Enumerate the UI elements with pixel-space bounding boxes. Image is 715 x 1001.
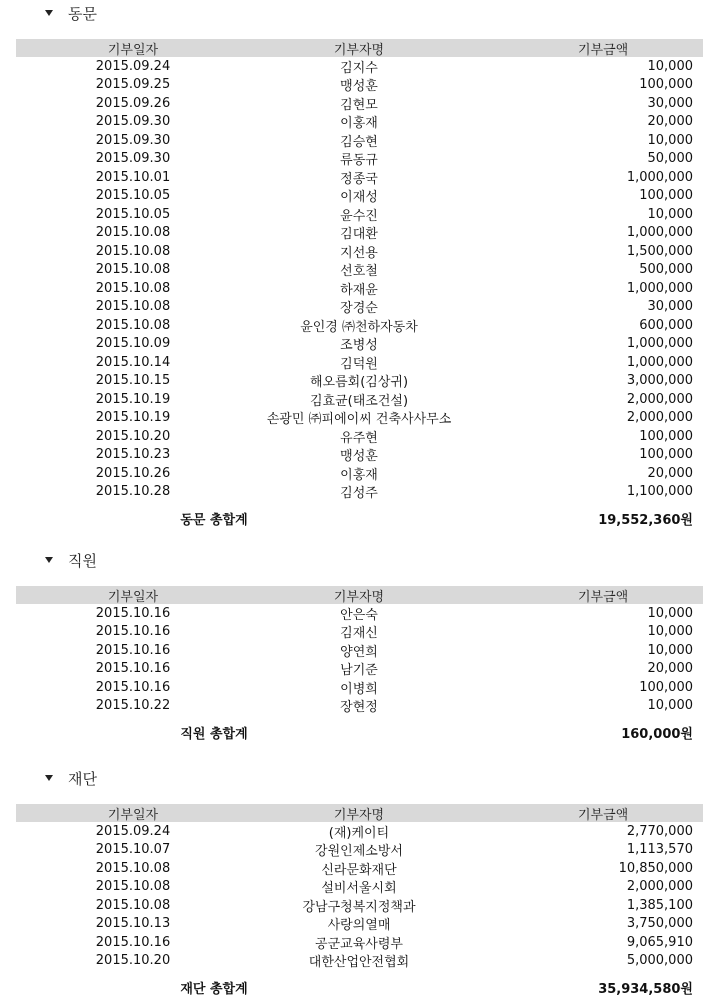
table-row — [16, 660, 703, 679]
section-title[interactable] — [45, 549, 97, 571]
cell-name: 장현정 — [340, 700, 378, 716]
table-row — [16, 841, 703, 860]
cell-name: 맹성훈 — [340, 449, 378, 465]
table-row — [16, 242, 703, 261]
table-header — [16, 804, 703, 822]
table-row — [16, 298, 703, 317]
table-row — [16, 76, 703, 95]
cell-amount: 1,113,570 — [626, 842, 693, 858]
cell-date: 2015.10.22 — [95, 698, 171, 714]
total-label: 재단 총합계 — [180, 981, 248, 997]
table-row — [16, 335, 703, 354]
cell-name: 이홍재 — [340, 116, 378, 132]
cell-name: 남기준 — [340, 663, 378, 679]
cell-amount: 1,000,000 — [626, 225, 693, 241]
triangle-down-icon — [45, 10, 53, 16]
cell-amount: 10,000 — [647, 642, 693, 658]
cell-date: 2015.10.13 — [95, 916, 171, 932]
cell-name: 윤인경 ㈜천하자동차 — [300, 319, 418, 335]
cell-name: 해오름회(김상귀) — [309, 375, 409, 391]
table-row — [16, 261, 703, 280]
table-row — [16, 933, 703, 952]
cell-name: 신라문화재단 — [321, 862, 397, 878]
cell-amount: 10,850,000 — [618, 860, 693, 876]
cell-amount: 100,000 — [639, 77, 693, 93]
cell-name: 공군교육사령부 — [315, 936, 403, 952]
cell-name: 김승현 — [340, 134, 378, 150]
triangle-down-icon — [45, 557, 53, 563]
section-total — [16, 976, 703, 998]
section-title-label: 재단 — [68, 769, 97, 788]
cell-amount: 100,000 — [639, 447, 693, 463]
cell-name: 김덕원 — [340, 356, 378, 372]
total-value: 35,934,580원 — [598, 981, 693, 997]
cell-date: 2015.10.08 — [95, 879, 171, 895]
donation-table — [16, 39, 703, 529]
cell-name: 선호철 — [340, 264, 378, 280]
cell-name: 정종국 — [340, 171, 378, 187]
cell-amount: 20,000 — [647, 661, 693, 677]
header-name: 기부자명 — [333, 589, 385, 605]
cell-date: 2015.10.16 — [95, 605, 171, 621]
section-title-label: 동문 — [68, 4, 97, 23]
cell-amount: 2,000,000 — [626, 391, 693, 407]
table-body — [16, 822, 703, 970]
cell-name: 안은숙 — [340, 607, 378, 623]
cell-name: 조병성 — [340, 338, 378, 354]
section-total — [16, 507, 703, 529]
table-header — [16, 39, 703, 57]
table-row — [16, 822, 703, 841]
cell-amount: 3,000,000 — [626, 373, 693, 389]
table-row — [16, 372, 703, 391]
cell-date: 2015.09.30 — [95, 114, 171, 130]
cell-date: 2015.09.25 — [95, 77, 171, 93]
table-row — [16, 279, 703, 298]
cell-date: 2015.10.14 — [95, 354, 171, 370]
cell-amount: 500,000 — [639, 262, 693, 278]
table-row — [16, 464, 703, 483]
cell-amount: 1,000,000 — [626, 280, 693, 296]
cell-date: 2015.10.19 — [95, 410, 171, 426]
table-row — [16, 878, 703, 897]
cell-name: 김효균(태조건설) — [309, 393, 409, 409]
table-row — [16, 57, 703, 76]
cell-name: 김지수 — [340, 60, 378, 76]
cell-date: 2015.10.16 — [95, 679, 171, 695]
cell-date: 2015.09.24 — [95, 58, 171, 74]
cell-name: 대한산업안전협회 — [308, 955, 410, 971]
cell-name: 손광민 ㈜피에이씨 건축사사무소 — [266, 412, 452, 428]
cell-amount: 1,000,000 — [626, 169, 693, 185]
cell-amount: 1,000,000 — [626, 354, 693, 370]
cell-amount: 10,000 — [647, 698, 693, 714]
section-title[interactable] — [45, 2, 97, 24]
section-title[interactable] — [45, 767, 97, 789]
header-amount: 기부금액 — [578, 42, 629, 58]
table-row — [16, 390, 703, 409]
cell-amount: 5,000,000 — [626, 953, 693, 969]
cell-date: 2015.10.15 — [95, 373, 171, 389]
cell-name: 김재신 — [340, 626, 378, 642]
cell-amount: 20,000 — [647, 114, 693, 130]
cell-date: 2015.10.20 — [95, 428, 171, 444]
cell-name: 양연희 — [340, 644, 378, 660]
cell-date: 2015.09.30 — [95, 151, 171, 167]
cell-date: 2015.10.05 — [95, 206, 171, 222]
table-body — [16, 57, 703, 501]
section-total — [16, 721, 703, 743]
cell-name: 사랑의열매 — [327, 918, 391, 934]
cell-amount: 10,000 — [647, 58, 693, 74]
table-row — [16, 678, 703, 697]
header-amount: 기부금액 — [578, 589, 629, 605]
table-row — [16, 446, 703, 465]
cell-date: 2015.10.19 — [95, 391, 171, 407]
total-label: 직원 총합계 — [180, 726, 248, 742]
cell-amount: 1,500,000 — [626, 243, 693, 259]
total-value: 160,000원 — [621, 726, 693, 742]
cell-name: 장경순 — [340, 301, 378, 317]
table-row — [16, 150, 703, 169]
cell-date: 2015.10.01 — [95, 169, 171, 185]
cell-amount: 100,000 — [639, 428, 693, 444]
table-row — [16, 94, 703, 113]
table-row — [16, 131, 703, 150]
table-row — [16, 168, 703, 187]
table-row — [16, 952, 703, 971]
cell-date: 2015.10.08 — [95, 225, 171, 241]
cell-date: 2015.10.08 — [95, 860, 171, 876]
cell-date: 2015.10.08 — [95, 299, 171, 315]
cell-name: 김대환 — [340, 227, 378, 243]
header-amount: 기부금액 — [578, 807, 629, 823]
cell-name: 윤수진 — [340, 208, 378, 224]
cell-date: 2015.10.23 — [95, 447, 171, 463]
table-row — [16, 483, 703, 502]
cell-name: 이병희 — [340, 681, 378, 697]
table-header — [16, 586, 703, 604]
cell-name: 유주현 — [340, 430, 378, 446]
table-row — [16, 409, 703, 428]
table-row — [16, 915, 703, 934]
header-date: 기부일자 — [107, 42, 159, 58]
table-row — [16, 427, 703, 446]
cell-name: 김현모 — [340, 97, 378, 113]
cell-amount: 100,000 — [639, 188, 693, 204]
total-value: 19,552,360원 — [598, 512, 693, 528]
cell-date: 2015.10.09 — [95, 336, 171, 352]
cell-name: 강남구청복지정책과 — [302, 899, 416, 915]
cell-amount: 100,000 — [639, 679, 693, 695]
cell-amount: 20,000 — [647, 465, 693, 481]
cell-amount: 30,000 — [647, 299, 693, 315]
cell-name: 이홍재 — [340, 467, 378, 483]
cell-date: 2015.10.16 — [95, 624, 171, 640]
table-row — [16, 859, 703, 878]
table-row — [16, 353, 703, 372]
table-row — [16, 205, 703, 224]
donation-table — [16, 804, 703, 998]
cell-date: 2015.10.08 — [95, 262, 171, 278]
cell-name: 하재윤 — [340, 282, 378, 298]
header-name: 기부자명 — [333, 42, 385, 58]
table-row — [16, 113, 703, 132]
cell-date: 2015.10.08 — [95, 280, 171, 296]
table-row — [16, 697, 703, 716]
section-title-label: 직원 — [68, 551, 97, 570]
cell-amount: 2,770,000 — [626, 823, 693, 839]
table-row — [16, 896, 703, 915]
header-date: 기부일자 — [107, 589, 159, 605]
cell-date: 2015.10.08 — [95, 243, 171, 259]
cell-amount: 10,000 — [647, 624, 693, 640]
cell-date: 2015.10.16 — [95, 661, 171, 677]
cell-amount: 1,000,000 — [626, 336, 693, 352]
table-row — [16, 187, 703, 206]
header-date: 기부일자 — [107, 807, 159, 823]
table-row — [16, 623, 703, 642]
cell-name: 지선용 — [340, 245, 378, 261]
cell-name: (재)케이티 — [328, 825, 390, 841]
cell-amount: 2,000,000 — [626, 410, 693, 426]
cell-name: 이재성 — [340, 190, 378, 206]
cell-amount: 3,750,000 — [626, 916, 693, 932]
cell-amount: 10,000 — [647, 132, 693, 148]
cell-amount: 600,000 — [639, 317, 693, 333]
cell-amount: 10,000 — [647, 605, 693, 621]
cell-date: 2015.10.20 — [95, 953, 171, 969]
cell-date: 2015.10.07 — [95, 842, 171, 858]
cell-name: 맹성훈 — [340, 79, 378, 95]
table-row — [16, 224, 703, 243]
cell-date: 2015.10.28 — [95, 484, 171, 500]
cell-date: 2015.10.08 — [95, 317, 171, 333]
table-row — [16, 641, 703, 660]
cell-amount: 10,000 — [647, 206, 693, 222]
table-body — [16, 604, 703, 715]
triangle-down-icon — [45, 775, 53, 781]
donation-table — [16, 586, 703, 743]
table-row — [16, 316, 703, 335]
cell-date: 2015.10.26 — [95, 465, 171, 481]
cell-name: 설비서울시회 — [321, 881, 397, 897]
cell-date: 2015.10.05 — [95, 188, 171, 204]
cell-name: 강원인제소방서 — [315, 844, 403, 860]
cell-name: 김성주 — [340, 486, 378, 502]
cell-date: 2015.10.16 — [95, 642, 171, 658]
table-row — [16, 604, 703, 623]
cell-date: 2015.09.26 — [95, 95, 171, 111]
cell-date: 2015.10.16 — [95, 934, 171, 950]
cell-date: 2015.09.24 — [95, 823, 171, 839]
cell-date: 2015.10.08 — [95, 897, 171, 913]
cell-amount: 1,100,000 — [626, 484, 693, 500]
cell-date: 2015.09.30 — [95, 132, 171, 148]
cell-amount: 1,385,100 — [626, 897, 693, 913]
cell-amount: 50,000 — [647, 151, 693, 167]
total-label: 동문 총합계 — [180, 512, 248, 528]
cell-amount: 30,000 — [647, 95, 693, 111]
cell-amount: 2,000,000 — [626, 879, 693, 895]
cell-amount: 9,065,910 — [626, 934, 693, 950]
header-name: 기부자명 — [333, 807, 385, 823]
cell-name: 류동규 — [340, 153, 378, 169]
